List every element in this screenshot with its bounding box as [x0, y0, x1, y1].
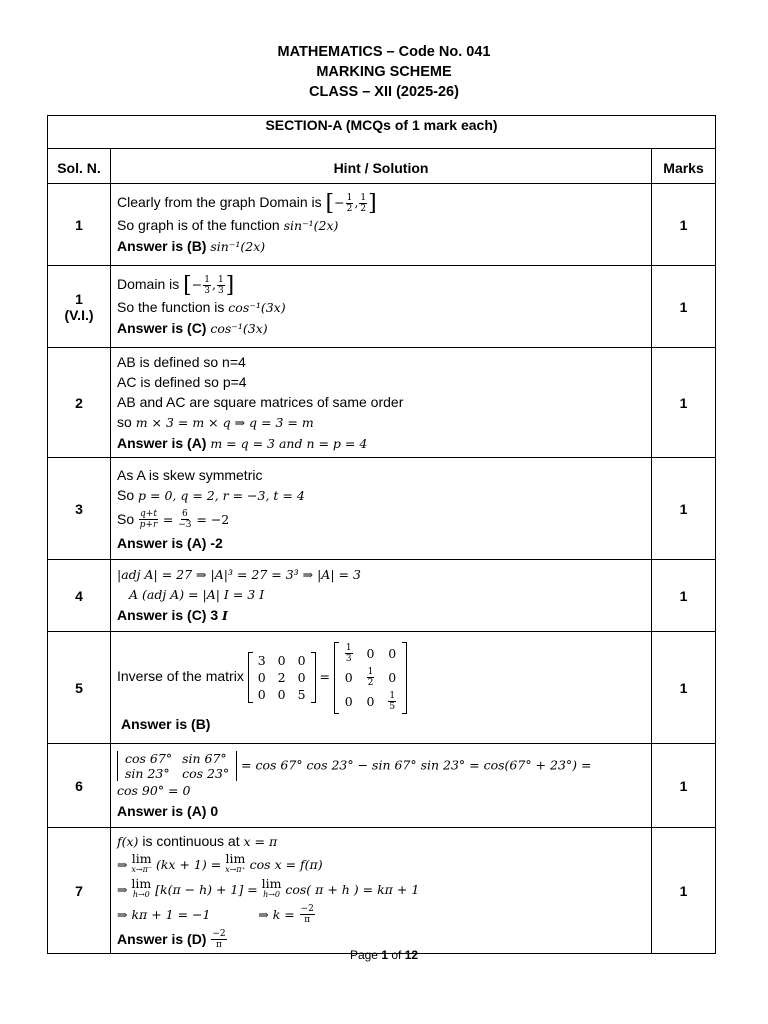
answer-line: Answer is (B) sin⁻¹(2x)	[117, 237, 266, 254]
hint-line: AB and AC are square matrices of same order	[117, 393, 404, 410]
col-header-marks: Marks	[652, 149, 716, 184]
hint-line: Clearly from the graph Domain is [− $\frac{1}{2}$ , $\frac{1}{2}$ ]	[117, 190, 377, 216]
hint-line: cos 67° sin 67° sin 23° cos 23° = cos 67° cos 23° − sin 67° sin 23° = cos(67° + 23°) =	[117, 751, 645, 781]
answer-line: Answer is (A) -2	[117, 534, 223, 551]
answer-line: Answer is (C) cos⁻¹(3x)	[117, 319, 268, 336]
hint-line: Domain is [− $\frac{1}{3}$ , $\frac{1}{3}$ ]	[117, 272, 235, 298]
marks-value: 1	[652, 458, 716, 560]
matrix-inverse: $\frac{1}{3}$ 0 0 0 $\frac{1}{2}$ 0 0 0 $\frac{1}{5}$	[334, 642, 407, 714]
hint-line: ⇒ lim x→π⁻ (kx + 1) = lim x→π⁺ cos x = f(π)	[117, 850, 323, 874]
table-row	[48, 266, 716, 348]
hint-line: AB is defined so n=4	[117, 353, 246, 370]
marks-value: 1	[652, 632, 716, 744]
sol-number: 2	[48, 348, 111, 458]
table-row	[48, 632, 716, 744]
scheme-title: MARKING SCHEME	[316, 64, 452, 80]
table-header-row	[48, 149, 716, 184]
hint-line: So p = 0, q = 2, r = −3, t = 4	[117, 486, 305, 503]
hint-line: ⇒ lim h→0 [k(π − h) + 1] = lim h→0 cos( π + h ) = kπ + 1	[117, 875, 420, 899]
hint-cell	[111, 348, 652, 458]
sol-number: 4	[48, 560, 111, 632]
page-footer	[0, 948, 768, 962]
hint-line: As A is skew symmetric	[117, 466, 263, 483]
hint-line: |adj A| = 27 ⇒ |A|³ = 27 = 3³ ⇒ |A| = 3	[117, 567, 361, 582]
marks-value: 1	[652, 744, 716, 828]
hint-cell	[111, 458, 652, 560]
sol-number: 1	[48, 184, 111, 266]
answer-line: Answer is (B)	[121, 715, 211, 732]
matrix-a: 3 0 0 0 2 0 0 0 5	[248, 652, 316, 703]
sol-number: 5	[48, 632, 111, 744]
table-row	[48, 184, 716, 266]
marks-value: 1	[652, 348, 716, 458]
subject-title: MATHEMATICS – Code No. 041	[277, 44, 491, 60]
sol-number: 7	[48, 828, 111, 954]
sol-number: 3	[48, 458, 111, 560]
hint-line: Inverse of the matrix 3 0 0 0 2 0 0 0 5 = $\frac{1}{3}$ 0 0 0 $\frac{1}{2}$ 0 0 0 $\frac{1}{5}$	[117, 641, 645, 713]
table-row	[48, 458, 716, 560]
hint-cell	[111, 184, 652, 266]
table-row	[48, 560, 716, 632]
hint-cell	[111, 632, 652, 744]
hint-cell	[111, 266, 652, 348]
determinant: cos 67° sin 67° sin 23° cos 23°	[117, 751, 237, 781]
page-total: 12	[404, 948, 419, 962]
marks-value: 1	[652, 184, 716, 266]
sol-number: 6	[48, 744, 111, 828]
hint-line: A (adj A) = |A| I = 3 I	[129, 587, 265, 602]
class-title: CLASS – XII (2025-26)	[309, 84, 459, 100]
answer-line: Answer is (D) $\frac{-2}{\pi}$	[117, 929, 226, 951]
col-header-hint: Hint / Solution	[111, 149, 652, 184]
answer-line: Answer is (C) 3 I	[117, 607, 228, 623]
marks-value: 1	[652, 828, 716, 954]
section-title: SECTION-A (MCQs of 1 mark each)	[48, 116, 716, 149]
marks-value: 1	[652, 266, 716, 348]
marking-scheme-table	[47, 115, 716, 954]
page-of-label: of	[391, 948, 402, 962]
answer-line: Answer is (A) 0	[117, 802, 219, 819]
hint-cell	[111, 560, 652, 632]
hint-line: AC is defined so p=4	[117, 373, 247, 390]
hint-line: cos 90° = 0	[117, 782, 191, 798]
marks-value: 1	[652, 560, 716, 632]
hint-line: So the function is cos⁻¹(3x)	[117, 298, 286, 315]
sol-number: 1 (V.I.)	[48, 266, 111, 348]
table-row	[48, 828, 716, 954]
hint-line: so m × 3 = m × q ⇒ q = 3 = m	[117, 413, 314, 430]
page-number: 1	[381, 948, 388, 962]
hint-cell	[111, 744, 652, 828]
hint-line: So $\frac{q+t}{p+r}$ = $\frac{6}{-3}$ = −2	[117, 509, 230, 531]
hint-line: ⇒ kπ + 1 = −1 ⇒ k = $\frac{-2}{\pi}$	[117, 904, 314, 926]
hint-line: So graph is of the function sin⁻¹(2x)	[117, 216, 339, 233]
col-header-sol: Sol. N.	[48, 149, 111, 184]
table-row	[48, 744, 716, 828]
document-header	[0, 42, 768, 102]
answer-line: Answer is (A) m = q = 3 and n = p = 4	[117, 434, 368, 451]
hint-line: f(x) is continuous at x = π	[117, 832, 278, 849]
hint-cell	[111, 828, 652, 954]
page-label: Page	[349, 948, 378, 962]
table-row	[48, 348, 716, 458]
